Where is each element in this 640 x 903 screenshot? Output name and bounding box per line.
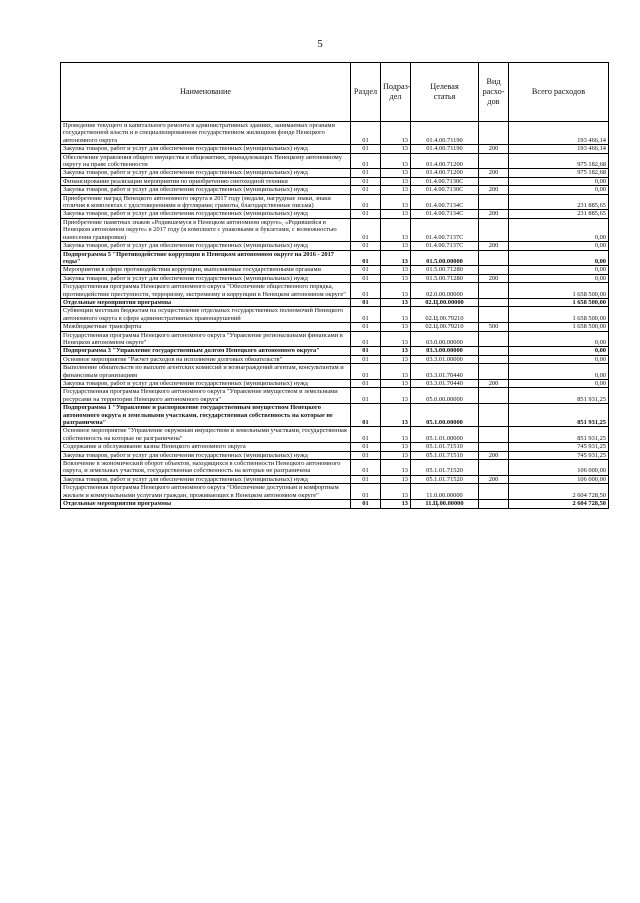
header-expense-type: Вид расхо- дов xyxy=(479,63,509,122)
row-subsection: 13 xyxy=(381,451,411,459)
row-name: Финансирование реализации мероприятия по приобретению снегоходной техники xyxy=(61,177,351,185)
row-target-article: 03.3.01.70440 xyxy=(411,364,479,380)
table-row xyxy=(61,145,609,153)
row-subsection: 13 xyxy=(381,274,411,282)
row-expense-type xyxy=(479,250,509,266)
row-subsection: 13 xyxy=(381,331,411,347)
table-row xyxy=(61,364,609,380)
table-row xyxy=(61,210,609,218)
row-expense-type xyxy=(479,307,509,323)
row-name: Закупка товаров, работ и услуг для обеспечения государственных (муниципальных) нужд xyxy=(61,186,351,194)
row-section: 01 xyxy=(351,145,381,153)
header-name: Наименование xyxy=(61,63,351,122)
row-total: 1 658 500,00 xyxy=(509,283,609,299)
row-name: Отдельные мероприятия программы xyxy=(61,500,351,508)
row-section: 01 xyxy=(351,218,381,241)
row-expense-type xyxy=(479,388,509,404)
row-name: Государственная программа Ненецкого автономного округа "Управление региональными финансами в Ненецком автономном округе" xyxy=(61,331,351,347)
table-row xyxy=(61,484,609,500)
row-section: 01 xyxy=(351,404,381,427)
header-target-article: Целевая статья xyxy=(411,63,479,122)
row-section: 01 xyxy=(351,242,381,250)
row-expense-type xyxy=(479,153,509,169)
row-target-article: 05.0.00.00000 xyxy=(411,388,479,404)
row-name: Государственная программа Ненецкого автономного округа "Обеспечение доступным и комфортным жильем и коммунальными услугами граждан, проживающих в Ненецком автономном округе" xyxy=(61,484,351,500)
row-expense-type xyxy=(479,355,509,363)
row-section: 01 xyxy=(351,427,381,443)
row-total: 106 000,00 xyxy=(509,475,609,483)
row-section: 01 xyxy=(351,364,381,380)
table-row xyxy=(61,283,609,299)
row-subsection: 13 xyxy=(381,364,411,380)
row-subsection: 13 xyxy=(381,460,411,476)
row-section: 01 xyxy=(351,500,381,508)
row-total: 0,00 xyxy=(509,177,609,185)
row-section: 01 xyxy=(351,380,381,388)
row-expense-type xyxy=(479,460,509,476)
row-section: 01 xyxy=(351,347,381,355)
row-target-article: 05.1.01.71510 xyxy=(411,443,479,451)
row-subsection: 13 xyxy=(381,186,411,194)
row-expense-type xyxy=(479,122,509,145)
row-expense-type: 200 xyxy=(479,274,509,282)
table-header-row xyxy=(61,63,609,122)
row-section: 01 xyxy=(351,443,381,451)
table-row xyxy=(61,475,609,483)
table-row xyxy=(61,194,609,210)
row-name: Приобретение наград Ненецкого автономного округа в 2017 году (медали, нагрудные знаки, знаки отличия в комплектах с удостоверениями и футлярами; грамоты, благодарственные письма) xyxy=(61,194,351,210)
table-row xyxy=(61,451,609,459)
row-target-article: 05.1.01.71520 xyxy=(411,475,479,483)
row-name: Отдельные мероприятия программы xyxy=(61,298,351,306)
row-section: 01 xyxy=(351,307,381,323)
table-row xyxy=(61,460,609,476)
row-section: 01 xyxy=(351,210,381,218)
row-subsection: 13 xyxy=(381,347,411,355)
row-target-article: 01.4.00.7134С xyxy=(411,210,479,218)
table-row xyxy=(61,347,609,355)
row-total: 851 931,25 xyxy=(509,388,609,404)
row-name: Закупка товаров, работ и услуг для обеспечения государственных (муниципальных) нужд xyxy=(61,274,351,282)
row-target-article: 03.3.01.00000 xyxy=(411,355,479,363)
row-expense-type: 200 xyxy=(479,242,509,250)
row-expense-type: 200 xyxy=(479,475,509,483)
row-target-article: 01.4.00.71200 xyxy=(411,169,479,177)
row-name: Основное мероприятие "Расчет расходов на исполнение долговых обязательств" xyxy=(61,355,351,363)
row-subsection: 13 xyxy=(381,500,411,508)
row-target-article: 03.3.01.70440 xyxy=(411,380,479,388)
row-subsection: 13 xyxy=(381,427,411,443)
budget-table xyxy=(60,62,609,509)
row-subsection: 13 xyxy=(381,210,411,218)
row-total: 0,00 xyxy=(509,364,609,380)
table-row xyxy=(61,177,609,185)
table-row xyxy=(61,153,609,169)
row-subsection: 13 xyxy=(381,145,411,153)
row-subsection: 13 xyxy=(381,250,411,266)
row-expense-type xyxy=(479,266,509,274)
row-subsection: 13 xyxy=(381,404,411,427)
row-expense-type xyxy=(479,500,509,508)
row-section: 01 xyxy=(351,484,381,500)
row-target-article: 11.Ц.00.00000 xyxy=(411,500,479,508)
row-total: 2 604 728,50 xyxy=(509,484,609,500)
page-number: 5 xyxy=(317,38,323,50)
row-expense-type xyxy=(479,484,509,500)
table-row xyxy=(61,122,609,145)
row-target-article: 02.Ц.00.79210 xyxy=(411,307,479,323)
row-name: Субвенции местным бюджетам на осуществление отдельных государственных полномочий Ненецкого автономного округа в сфере административных правонарушений xyxy=(61,307,351,323)
row-name: Подпрограмма 3 "Управление государственным долгом Ненецкого автономного округа" xyxy=(61,347,351,355)
row-expense-type xyxy=(479,177,509,185)
row-subsection: 13 xyxy=(381,283,411,299)
row-subsection: 13 xyxy=(381,218,411,241)
row-total: 0,00 xyxy=(509,331,609,347)
row-name: Межбюджетные трансферты xyxy=(61,323,351,331)
row-target-article: 01.4.00.71190 xyxy=(411,122,479,145)
row-expense-type xyxy=(479,283,509,299)
row-total: 0,00 xyxy=(509,242,609,250)
row-expense-type: 200 xyxy=(479,380,509,388)
row-total: 231 885,65 xyxy=(509,194,609,210)
row-total: 193 466,14 xyxy=(509,145,609,153)
row-total: 745 931,25 xyxy=(509,443,609,451)
row-target-article: 11.0.00.00000 xyxy=(411,484,479,500)
row-subsection: 13 xyxy=(381,298,411,306)
row-total: 0,00 xyxy=(509,218,609,241)
row-total: 0,00 xyxy=(509,250,609,266)
row-subsection: 13 xyxy=(381,484,411,500)
row-expense-type xyxy=(479,331,509,347)
row-section: 01 xyxy=(351,283,381,299)
row-total: 975 182,68 xyxy=(509,153,609,169)
row-name: Закупка товаров, работ и услуг для обеспечения государственных (муниципальных) нужд xyxy=(61,380,351,388)
row-subsection: 13 xyxy=(381,475,411,483)
row-subsection: 13 xyxy=(381,122,411,145)
row-target-article: 02.Ц.00.00000 xyxy=(411,298,479,306)
row-target-article: 01.4.00.7137С xyxy=(411,218,479,241)
row-total: 0,00 xyxy=(509,266,609,274)
row-name: Государственная программа Ненецкого автономного округа "Обеспечение общественного порядка, противодействие преступности, терроризму, экстремизму и коррупции в Ненецком автономном округе" xyxy=(61,283,351,299)
table-row xyxy=(61,331,609,347)
row-expense-type xyxy=(479,404,509,427)
row-target-article: 01.5.00.00000 xyxy=(411,250,479,266)
table-row xyxy=(61,404,609,427)
row-name: Закупка товаров, работ и услуг для обеспечения государственных (муниципальных) нужд xyxy=(61,242,351,250)
row-subsection: 13 xyxy=(381,266,411,274)
row-expense-type xyxy=(479,347,509,355)
row-name: Обеспечение управления общего имущества в общежитиях, принадлежащих Ненецкому автономному округу на праве собственности xyxy=(61,153,351,169)
row-section: 01 xyxy=(351,460,381,476)
row-section: 01 xyxy=(351,331,381,347)
row-subsection: 13 xyxy=(381,194,411,210)
row-target-article: 05.1.01.00000 xyxy=(411,427,479,443)
header-section: Раздел xyxy=(351,63,381,122)
table-row xyxy=(61,380,609,388)
row-subsection: 13 xyxy=(381,242,411,250)
table-row xyxy=(61,427,609,443)
row-total: 2 604 728,50 xyxy=(509,500,609,508)
row-name: Закупка товаров, работ и услуг для обеспечения государственных (муниципальных) нужд xyxy=(61,145,351,153)
row-name: Проведение текущего и капитального ремонта в административных зданиях, занимаемых органами государственной власти и в специализированном государственном жилищном фонде Ненецкого автономного округа xyxy=(61,122,351,145)
row-target-article: 01.4.00.7130С xyxy=(411,186,479,194)
row-section: 01 xyxy=(351,323,381,331)
row-name: Приобретение памятных знаков «Родившемуся в Ненецком автономном округе», «Родившейся в Ненецком автономном округе» в 2017 году (в комплекте с упаковками и буклетами, с возможностью нанесения гравировки) xyxy=(61,218,351,241)
table-row xyxy=(61,169,609,177)
row-total: 0,00 xyxy=(509,355,609,363)
row-target-article: 05.1.00.00000 xyxy=(411,404,479,427)
row-section: 01 xyxy=(351,451,381,459)
row-target-article: 02.0.00.00000 xyxy=(411,283,479,299)
row-section: 01 xyxy=(351,266,381,274)
table-row xyxy=(61,355,609,363)
row-name: Вовлечение в экономический оборот объектов, находящихся в собственности Ненецкого автономного округа, и земельных участков, государственная собственность на которые не разграничена xyxy=(61,460,351,476)
row-subsection: 13 xyxy=(381,380,411,388)
row-section: 01 xyxy=(351,122,381,145)
row-name: Закупка товаров, работ и услуг для обеспечения государственных (муниципальных) нужд xyxy=(61,210,351,218)
row-name: Основное мероприятие "Управление окружным имуществом и земельными участками, государственная собственность на которые не разграничена" xyxy=(61,427,351,443)
row-total: 1 658 500,00 xyxy=(509,298,609,306)
row-name: Закупка товаров, работ и услуг для обеспечения государственных (муниципальных) нужд xyxy=(61,169,351,177)
header-subsection: Подраз- дел xyxy=(381,63,411,122)
row-target-article: 01.4.00.7134С xyxy=(411,194,479,210)
row-name: Выполнение обязательств по выплате агентских комиссий и вознаграждений агентам, консультантам и финансовым организациям xyxy=(61,364,351,380)
row-expense-type xyxy=(479,443,509,451)
table-row xyxy=(61,500,609,508)
row-subsection: 13 xyxy=(381,177,411,185)
row-total: 1 658 500,00 xyxy=(509,307,609,323)
row-target-article: 02.Ц.00.79210 xyxy=(411,323,479,331)
row-section: 01 xyxy=(351,388,381,404)
table-row xyxy=(61,250,609,266)
row-section: 01 xyxy=(351,475,381,483)
table-body xyxy=(61,122,609,509)
row-subsection: 13 xyxy=(381,307,411,323)
row-total: 745 931,25 xyxy=(509,451,609,459)
row-section: 01 xyxy=(351,194,381,210)
row-total: 975 182,68 xyxy=(509,169,609,177)
table-row xyxy=(61,266,609,274)
row-expense-type: 200 xyxy=(479,145,509,153)
table-row xyxy=(61,242,609,250)
row-section: 01 xyxy=(351,177,381,185)
row-total: 231 885,65 xyxy=(509,210,609,218)
row-target-article: 03.0.00.00000 xyxy=(411,331,479,347)
table-row xyxy=(61,298,609,306)
row-expense-type: 200 xyxy=(479,169,509,177)
row-target-article: 01.4.00.71200 xyxy=(411,153,479,169)
row-total: 0,00 xyxy=(509,186,609,194)
row-target-article: 01.5.00.71280 xyxy=(411,266,479,274)
row-target-article: 01.4.00.71190 xyxy=(411,145,479,153)
row-expense-type xyxy=(479,298,509,306)
row-expense-type: 200 xyxy=(479,186,509,194)
row-section: 01 xyxy=(351,250,381,266)
row-total: 0,00 xyxy=(509,347,609,355)
row-subsection: 13 xyxy=(381,388,411,404)
row-name: Государственная программа Ненецкого автономного округа "Управление имуществом и земельными ресурсами на территории Ненецкого автономного округа" xyxy=(61,388,351,404)
row-total: 0,00 xyxy=(509,380,609,388)
row-expense-type xyxy=(479,194,509,210)
row-target-article: 01.4.00.7137С xyxy=(411,242,479,250)
table-row xyxy=(61,218,609,241)
row-name: Закупка товаров, работ и услуг для обеспечения государственных (муниципальных) нужд xyxy=(61,451,351,459)
row-section: 01 xyxy=(351,298,381,306)
row-expense-type xyxy=(479,364,509,380)
table-row xyxy=(61,443,609,451)
row-target-article: 05.1.01.71520 xyxy=(411,460,479,476)
table-row xyxy=(61,388,609,404)
row-total: 1 658 500,00 xyxy=(509,323,609,331)
row-expense-type: 200 xyxy=(479,451,509,459)
row-expense-type xyxy=(479,427,509,443)
row-target-article: 03.3.00.00000 xyxy=(411,347,479,355)
row-name: Мероприятия в сфере противодействия коррупции, выполняемые государственными органами xyxy=(61,266,351,274)
row-expense-type: 200 xyxy=(479,210,509,218)
row-subsection: 13 xyxy=(381,443,411,451)
row-total: 851 931,25 xyxy=(509,427,609,443)
row-expense-type xyxy=(479,218,509,241)
table-row xyxy=(61,307,609,323)
row-name: Подпрограмма 5 "Противодействие коррупции в Ненецком автономном округе на 2016 - 2017 годы" xyxy=(61,250,351,266)
row-name: Подпрограмма 1 "Управление и распоряжение государственным имуществом Ненецкого автономного округа и земельными участками, государственная собственность на которые не разграничена" xyxy=(61,404,351,427)
row-name: Содержание и обслуживание казны Ненецкого автономного округа xyxy=(61,443,351,451)
row-section: 01 xyxy=(351,355,381,363)
table-row xyxy=(61,323,609,331)
row-expense-type: 500 xyxy=(479,323,509,331)
row-target-article: 01.5.00.71280 xyxy=(411,274,479,282)
row-total: 851 931,25 xyxy=(509,404,609,427)
header-total: Всего расходов xyxy=(509,63,609,122)
table-row xyxy=(61,274,609,282)
row-total: 193 466,14 xyxy=(509,122,609,145)
row-section: 01 xyxy=(351,186,381,194)
row-total: 0,00 xyxy=(509,274,609,282)
row-section: 01 xyxy=(351,274,381,282)
row-subsection: 13 xyxy=(381,169,411,177)
row-subsection: 13 xyxy=(381,355,411,363)
row-section: 01 xyxy=(351,153,381,169)
row-target-article: 01.4.00.7130С xyxy=(411,177,479,185)
row-total: 106 000,00 xyxy=(509,460,609,476)
row-subsection: 13 xyxy=(381,323,411,331)
row-target-article: 05.1.01.71510 xyxy=(411,451,479,459)
table-row xyxy=(61,186,609,194)
row-section: 01 xyxy=(351,169,381,177)
row-subsection: 13 xyxy=(381,153,411,169)
row-name: Закупка товаров, работ и услуг для обеспечения государственных (муниципальных) нужд xyxy=(61,475,351,483)
